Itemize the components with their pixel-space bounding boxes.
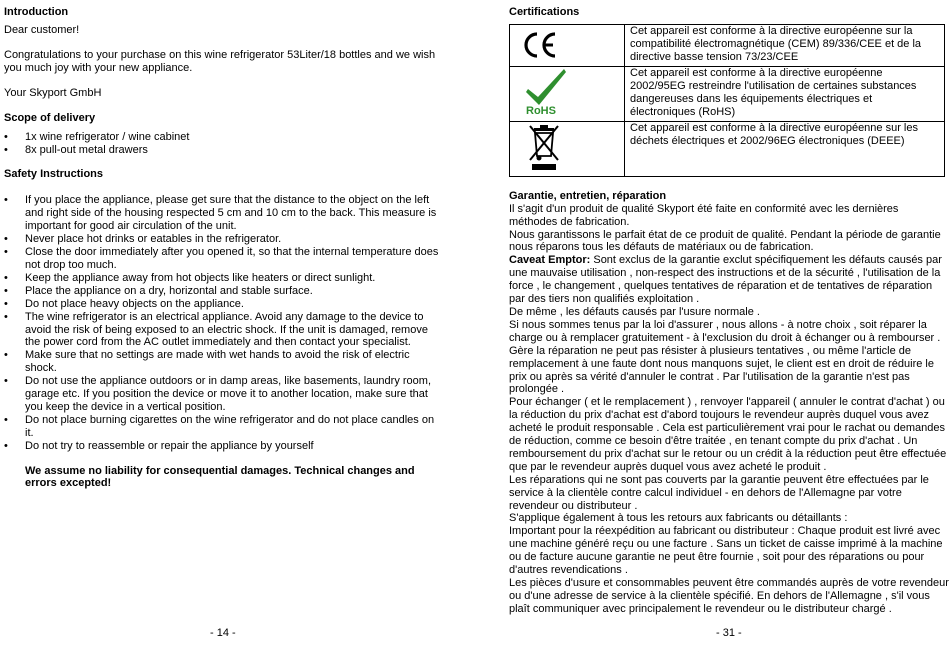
list-item: • If you place the appliance, please get sure that the distance to the object on the left and right side of the housing respected 5 cm and 10 cm to the back. This measure is important for good air circulation of the unit. — [4, 194, 437, 233]
ce-mark-icon — [510, 25, 625, 67]
certifications-heading: Certifications — [509, 6, 580, 18]
left-page — [4, 6, 444, 490]
table-row — [510, 121, 945, 176]
list-item: • Do not place heavy objects on the appliance. — [4, 297, 244, 310]
cert-text-rohs: Cet appareil est conforme à la directive européenne 2002/95EG restreindre l'utilisation de certaines substances dangereuses dans les équipements électriques et électroniques (RoHS) — [625, 66, 945, 121]
congrats-text: Congratulations to your purchase on this wine refrigerator 53Liter/18 bottles and we wish you much joy with your new appliance. — [4, 48, 436, 74]
warranty-p5: Si nous sommes tenus par la loi d'assurer , nous allons - à notre choix , soit réparer la charge ou à remplacer gratuitement - à l'exclusion du droit à échanger ou à rembourser . Gère la réparation ne peut pas résister à plusieurs tentatives , ou même l'article de remplacement à une faute dont nous manquons sujet, le client est en droit de réduire le prix ou après sa vérité d'annuler le contrat . Par l'utilisation de la garantie n'est pas prolongée . — [509, 318, 941, 396]
rohs-icon — [510, 66, 625, 121]
warranty-caveat: Caveat Emptor: Sont exclus de la garantie exclut spécifiquement les défauts causés par une mauvaise utilisation , non-respect des instructions et de la sécurité , l'utilisation de la force , le changement , quelques tentatives de réparation et de tentatives de réparation par des tiers non qualifiés exploitation . — [509, 254, 942, 306]
right-page — [509, 6, 949, 616]
warranty-p10: Les pièces d'usure et consommables peuvent être commandés auprès de votre revendeur ou d'une adresse de service à la clientèle spécifié. En dehors de l'Allemagne , s'il vous plaît communiquer avec principalement le revendeur ou le distributeur chargé . — [509, 577, 949, 615]
list-item: • 1x wine refrigerator / wine cabinet — [4, 130, 190, 143]
weee-bin-icon — [510, 121, 625, 176]
safety-heading: Safety Instructions — [4, 168, 104, 181]
warranty-p4: De même , les défauts causés par l'usure normale . — [509, 305, 760, 318]
list-item: • 8x pull-out metal drawers — [4, 143, 148, 156]
rohs-label: RoHS — [526, 104, 556, 117]
warranty-p2: Nous garantissons le parfait état de ce produit de qualité. Pendant la période de garantie nous réparons tous les défauts de matériaux ou de fabrication. — [509, 228, 941, 254]
list-item: • Never place hot drinks or eatables in the refrigerator. — [4, 233, 282, 246]
warranty-p1: Il s'agit d'un produit de qualité Skyport été faite en conformité avec les dernières méthodes de fabrication. — [509, 202, 899, 228]
list-item: • Do not try to reassemble or repair the appliance by yourself — [4, 439, 314, 452]
list-item: • Place the appliance on a dry, horizontal and stable surface. — [4, 284, 313, 297]
caveat-label: Caveat Emptor: — [509, 254, 591, 267]
list-item: • Keep the appliance away from hot objects like heaters or direct sunlight. — [4, 271, 376, 284]
warranty-p7: Les réparations qui ne sont pas couverts par la garantie peuvent être effectuées par le service à la clientèle contre calcul individuel - en dehors de l'Allemagne par votre revendeur ou distributeur . — [509, 473, 929, 512]
cert-text-weee: Cet appareil est conforme à la directive européenne sur les déchets électriques et 2002/96EG électroniques (DEEE) — [625, 121, 945, 176]
cert-text-ce: Cet appareil est conforme à la directive européenne sur la compatibilité électromagnétique (CEM) 89/336/CEE et de la directive basse tension 73/23/CEE — [625, 25, 945, 67]
page-number-left: - 14 - — [210, 627, 236, 639]
list-item: • Close the door immediately after you opened it, so that the internal temperature does not drop too much. — [4, 246, 439, 271]
greeting: Dear customer! — [4, 24, 80, 36]
intro-heading: Introduction — [4, 6, 69, 18]
list-item: • Do not use the appliance outdoors or in damp areas, like basements, laundry room, garage etc. If you position the device or move it to another location, make sure that you keep the device in a vertical position. — [4, 375, 432, 413]
warranty-p8: S'applique également à tous les retours aux fabricants ou détaillants : — [509, 512, 848, 525]
scope-list — [4, 131, 444, 157]
list-item: • The wine refrigerator is an electrical appliance. Avoid any damage to the device to avoid the risk of being exposed to an electric shock. If the unit is damaged, remove the power cord from the AC outlet immediately and then contact your specialist. — [4, 310, 428, 349]
certifications-table — [509, 24, 945, 177]
warranty-p9: Important pour la réexpédition au fabricant ou distributeur : Chaque produit est livré avec une machine généré reçu ou une facture . Sans un ticket de caisse imprimé à la machine ou de facture aucune garantie ne peut être fournie , soit pour des réparations ou pour d'autres revendications . — [509, 525, 943, 577]
safety-list — [4, 194, 444, 452]
table-row — [510, 25, 945, 67]
table-row — [510, 66, 945, 121]
warranty-p6: Pour échanger ( et le remplacement ) , renvoyer l'appareil ( annuler le contrat d'achat ) ou la réduction du prix d'achat est d'abord toujours le revendeur auprès duquel vous avez acheté le produit responsable . Cela est particulièrement vrai pour le rachat ou demandes de réduction, comme ce besoin d'être traitée , en tenant compte du prix d'achat . Un remboursement du prix d'achat sur le retour ou un crédit à la réduction peut être effectuée que par le revendeur auprès duquel vous avez acheté le produit . — [509, 396, 947, 473]
scope-heading: Scope of delivery — [4, 111, 96, 124]
signoff: Your Skyport GmbH — [4, 86, 102, 99]
page-number-right: - 31 - — [716, 627, 742, 639]
list-item: • Make sure that no settings are made with wet hands to avoid the risk of electric shock. — [4, 349, 410, 375]
warranty-heading: Garantie, entretien, réparation — [509, 189, 667, 202]
list-item: • Do not place burning cigarettes on the wine refrigerator and do not place candles on it. — [4, 413, 435, 439]
liability-notice: We assume no liability for consequential damages. Technical changes and errors excepted! — [25, 464, 415, 490]
